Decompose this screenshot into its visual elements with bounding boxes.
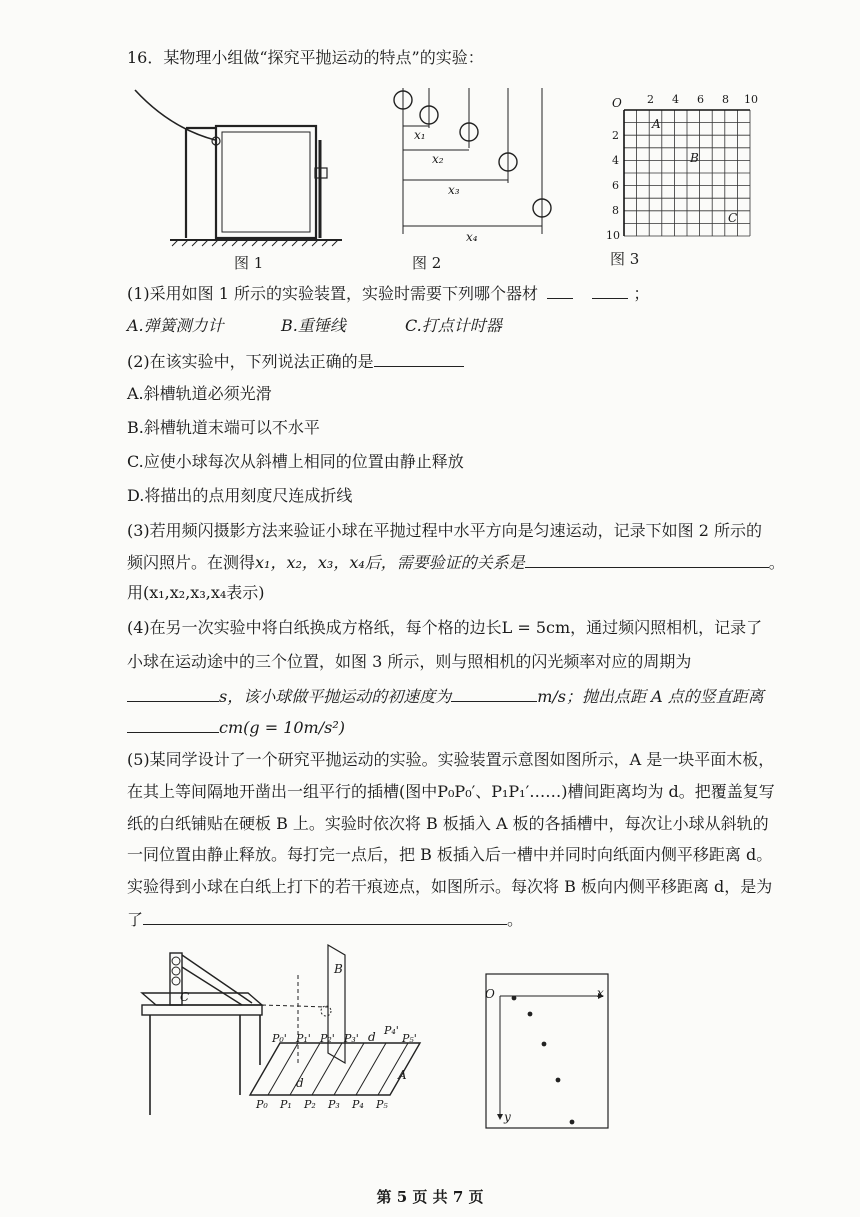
part3-line1: (3)若用频闪摄影方法来验证小球在平抛过程中水平方向是匀速运动，记录下如图 2 所示的 — [127, 521, 763, 540]
part5-line6: 了 。 — [127, 910, 524, 929]
figure-1-caption: 图 1 — [234, 254, 264, 272]
part1-answer-blank-2[interactable] — [592, 282, 628, 299]
apparatus-p4: P₄ — [352, 1098, 364, 1111]
figure-1-apparatus — [130, 88, 350, 248]
part2-answer-blank[interactable] — [374, 350, 464, 367]
fig3-tick-y-4: 4 — [612, 154, 619, 167]
part2-option-c: C.应使小球每次从斜槽上相同的位置由静止释放 — [127, 452, 464, 471]
page-footer: 第 5 页 共 7 页 — [376, 1188, 484, 1206]
part2-option-a: A.斜槽轨道必须光滑 — [127, 384, 272, 403]
apparatus-p2-prime: P₂' — [320, 1032, 335, 1045]
part5-line2: 在其上等间隔地开凿出一组平行的插槽(图中P₀P₀′、P₁P₁′……)槽间距离均为 d。把覆盖复写 — [127, 782, 775, 801]
part4-line2: 小球在运动途中的三个位置，如图 3 所示，则与照相机的闪光频率对应的周期为 — [127, 652, 692, 671]
part5-line3: 纸的白纸铺贴在硬板 B 上。实验时依次将 B 板插入 A 板的各插槽中，每次让小球从斜轨的 — [127, 814, 769, 833]
part5-line5: 实验得到小球在白纸上打下的若干痕迹点，如图所示。每次将 B 板向内侧平移距离 d，是为 — [127, 877, 773, 896]
part5-line4: 一同位置由静止释放。每打完一点后，把 B 板插入后一槽中并同时向纸面内侧平移距离 d。 — [127, 845, 773, 864]
apparatus-p5: P₅ — [376, 1098, 388, 1111]
part2-option-b: B.斜槽轨道末端可以不水平 — [127, 418, 320, 437]
apparatus-label-c: C — [180, 990, 190, 1004]
paper-x-axis: x — [597, 986, 604, 1000]
part4-period-blank[interactable] — [127, 685, 219, 702]
apparatus-p4-prime: P₄' — [384, 1024, 399, 1037]
part5-answer-blank[interactable] — [143, 908, 507, 925]
figure-3-caption: 图 3 — [610, 250, 640, 268]
part4-line4: cm(g = 10m/s²) — [127, 716, 345, 738]
fig3-origin: O — [612, 96, 622, 110]
fig3-point-b: B — [690, 151, 699, 165]
part1-answer-blank[interactable] — [547, 282, 573, 299]
part4-line1: (4)在另一次实验中将白纸换成方格纸，每个格的边长L = 5cm，通过频闪照相机，记录了 — [127, 618, 763, 637]
fig3-tick-y-8: 8 — [612, 204, 619, 217]
part4-line3: s，该小球做平抛运动的初速度为 m/s；抛出点距 A 点的竖直距离 — [127, 685, 764, 707]
apparatus-label-b: B — [334, 962, 343, 976]
apparatus-p2: P₂ — [304, 1098, 316, 1111]
x4-label: x₄ — [466, 230, 478, 244]
x3-label: x₃ — [448, 183, 460, 197]
apparatus-p0: P₀ — [256, 1098, 268, 1111]
figure-2-caption: 图 2 — [412, 254, 442, 272]
paper-dots-figure — [486, 974, 610, 1130]
fig3-tick-y-10: 10 — [606, 229, 620, 242]
part1-option-c: C.打点计时器 — [405, 316, 502, 335]
fig3-point-c: C — [728, 211, 738, 225]
paper-origin: O — [485, 987, 495, 1001]
part1-option-b: B.重锤线 — [281, 316, 346, 335]
question-title: 16．某物理小组做“探究平抛运动的特点”的实验： — [127, 48, 484, 67]
part5-line1: (5)某同学设计了一个研究平抛运动的实验。实验装置示意图如图所示，A 是一块平面木板， — [127, 750, 775, 769]
apparatus-p3: P₃ — [328, 1098, 340, 1111]
x2-label: x₂ — [432, 152, 444, 166]
part3-line2: 频闪照片。在测得x₁，x₂，x₃，x₄后，需要验证的关系是 。 — [127, 553, 785, 572]
fig3-point-a: A — [652, 117, 661, 131]
apparatus-label-d-bottom: d — [296, 1076, 304, 1090]
fig3-tick-x-8: 8 — [722, 93, 729, 106]
paper-y-axis: y — [504, 1110, 511, 1124]
x1-label: x₁ — [414, 128, 426, 142]
apparatus-p1-prime: P₁' — [296, 1032, 311, 1045]
part1-text: (1)采用如图 1 所示的实验装置，实验时需要下列哪个器材 ； — [127, 284, 650, 303]
part2-option-d: D.将描出的点用刻度尺连成折线 — [127, 486, 353, 505]
part4-velocity-blank[interactable] — [451, 685, 537, 702]
part1-option-a: A.弹簧测力计 — [127, 316, 224, 335]
apparatus-p3-prime: P₃' — [344, 1032, 359, 1045]
part3-line3: 用(x₁,x₂,x₃,x₄表示) — [127, 583, 265, 602]
part3-answer-blank[interactable] — [525, 551, 769, 568]
fig3-tick-y-6: 6 — [612, 179, 619, 192]
part4-distance-blank[interactable] — [127, 716, 219, 733]
apparatus-label-a: A — [398, 1068, 407, 1082]
apparatus-p5-prime: P₅' — [402, 1032, 417, 1045]
fig3-tick-x-10: 10 — [744, 93, 758, 106]
fig3-tick-y-2: 2 — [612, 129, 619, 142]
apparatus-p0-prime: P₀' — [272, 1032, 287, 1045]
fig3-tick-x-4: 4 — [672, 93, 679, 106]
fig3-tick-x-2: 2 — [647, 93, 654, 106]
apparatus-p1: P₁ — [280, 1098, 292, 1111]
part2-text: (2)在该实验中，下列说法正确的是 — [127, 350, 464, 372]
figure-2-strobe — [392, 88, 562, 238]
fig3-tick-x-6: 6 — [697, 93, 704, 106]
apparatus-label-d-top: d — [368, 1030, 376, 1044]
